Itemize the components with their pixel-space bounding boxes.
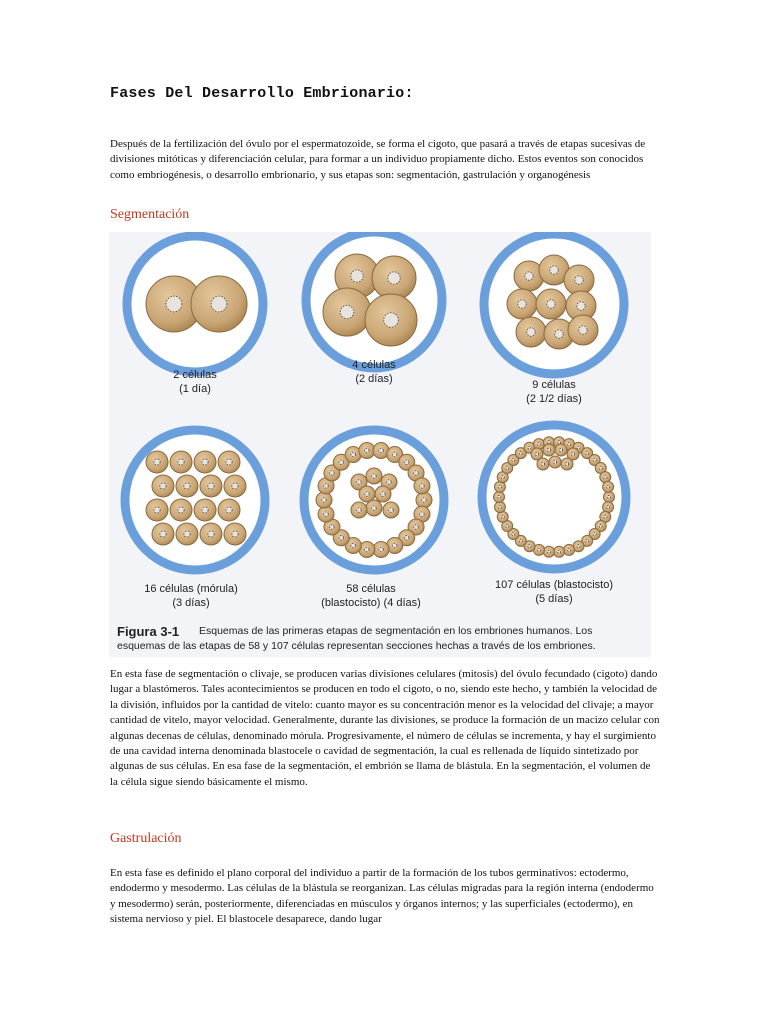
cell-nucleus (184, 531, 190, 537)
cell-nucleus (550, 266, 558, 274)
cell-nucleus (506, 467, 509, 470)
gastrulation-paragraph: En esta fase es definido el plano corporal del individuo a partir de la formación de los tubos germinativos: ectodermo, endodermo y mesodermo. Las células de la blástula se reorganizan. Las células migradas para la región interna (endodermo y mesodermo) serán, posteriormente, diferenciadas en músculos y órganos internos; y las superficiales (ectodermo), en sistema nervioso y piel. El blastocele desaparece, dando lugar (110, 867, 654, 926)
cell-nucleus (577, 545, 580, 548)
cell-nucleus (226, 507, 232, 513)
stage-sublabel: (5 días) (535, 593, 573, 605)
cell-nucleus (535, 452, 538, 455)
cell-nucleus (365, 448, 369, 452)
segmentation-paragraph: En esta fase de segmentación o clivaje, se producen varias divisiones celulares (mitosis) del óvulo fecundado (cigoto) dando lugar a blastómeros. Tales acontecimientos se producen en todo el cigoto, o no, siendo este hecho, y también la velocidad de la división, influidos por la cantidad de vitelo: cuanto mayor es su concentración menor es la velocidad del clivaje; a mayor cantidad de vitelo, mayor velocidad. Generalmente, durante las divisiones, se produce la formación de un macizo celular con algunas decenas de células, denominado mórula. Progresivamente, el número de células se incrementa, y hay el surgimiento de una cavidad interna denominada blastocele o cavidad de segmentación, la cual es rellenada de líquido sintetizado por algunas de sus células. En esa fase de la segmentación, el embrión se llama de blástula. En la segmentación, el volumen de la célula sigue siendo básicamente el mismo. (110, 668, 660, 788)
cell-nucleus (379, 448, 383, 452)
cell-nucleus (519, 452, 522, 455)
cell-nucleus (571, 452, 574, 455)
cell-nucleus (565, 462, 568, 465)
cell-nucleus (414, 525, 418, 529)
cell-nucleus (322, 498, 326, 502)
cell-nucleus (593, 458, 596, 461)
cell-nucleus (568, 443, 571, 446)
cell-nucleus (547, 550, 550, 553)
section-heading-gastrulacion: Gastrulación (110, 831, 182, 846)
figure-caption-label: Figura 3-1 (117, 624, 180, 639)
cell-nucleus (607, 495, 610, 498)
cell-nucleus (420, 512, 424, 516)
cell-nucleus (512, 533, 515, 536)
stage-label: 58 células (346, 583, 396, 595)
cell-nucleus (607, 506, 610, 509)
cell-nucleus (525, 272, 533, 280)
cell-nucleus (178, 459, 184, 465)
stage-sublabel: (2 1/2 días) (526, 393, 582, 405)
cell-nucleus (501, 515, 504, 518)
cell-nucleus (208, 483, 214, 489)
cell-nucleus (518, 300, 526, 308)
cell-nucleus (232, 531, 238, 537)
stage-label: 16 células (mórula) (144, 583, 238, 595)
cell-nucleus (537, 443, 540, 446)
cell-nucleus (528, 446, 531, 449)
cell-nucleus (226, 459, 232, 465)
cell-nucleus (154, 507, 160, 513)
zona-pellucida-ring (125, 430, 265, 570)
stage-sublabel: (1 día) (179, 383, 211, 395)
document-title: Fases Del Desarrollo Embrionario: (110, 85, 414, 102)
cell-nucleus (357, 480, 361, 484)
cell-nucleus (555, 330, 563, 338)
cell-nucleus (324, 512, 328, 516)
cell-nucleus (420, 484, 424, 488)
cell-nucleus (372, 506, 376, 510)
cell-nucleus (384, 313, 399, 328)
cell-nucleus (387, 480, 391, 484)
cell-nucleus (388, 272, 400, 284)
cell-nucleus (541, 462, 544, 465)
cell-nucleus (599, 524, 602, 527)
figure-caption-line2: esquemas de las etapas de 58 y 107 células representan secciones hechas a través de los embriones. (117, 640, 596, 652)
cell-nucleus (422, 498, 426, 502)
cell-nucleus (498, 485, 501, 488)
cell-nucleus (519, 539, 522, 542)
cell-nucleus (339, 536, 343, 540)
cell-nucleus (577, 302, 585, 310)
cell-nucleus (211, 296, 227, 312)
cell-nucleus (599, 467, 602, 470)
cell-nucleus (553, 460, 556, 463)
cell-nucleus (381, 492, 385, 496)
cell-nucleus (559, 448, 562, 451)
cell-nucleus (414, 471, 418, 475)
cell-nucleus (568, 548, 571, 551)
cell-nucleus (379, 547, 383, 551)
section-heading-segmentacion: Segmentación (110, 207, 190, 222)
cell-nucleus (547, 448, 550, 451)
cell-nucleus (579, 326, 587, 334)
cell-nucleus (357, 508, 361, 512)
cell-nucleus (528, 545, 531, 548)
stage-sublabel: (3 días) (172, 597, 210, 609)
stage-label: 4 células (352, 359, 396, 371)
cell-nucleus (405, 536, 409, 540)
cell-nucleus (324, 484, 328, 488)
cell-nucleus (607, 485, 610, 488)
cell-nucleus (340, 305, 353, 318)
cell-nucleus (527, 328, 535, 336)
cell-nucleus (604, 476, 607, 479)
cell-nucleus (339, 460, 343, 464)
cell-nucleus (586, 452, 589, 455)
cell-nucleus (202, 459, 208, 465)
cell-nucleus (351, 270, 363, 282)
cell-nucleus (393, 543, 397, 547)
figure-caption-line1: Esquemas de las primeras etapas de segmentación en los embriones humanos. Los (199, 625, 593, 637)
cell-nucleus (537, 548, 540, 551)
cell-nucleus (547, 441, 550, 444)
cell-nucleus (506, 524, 509, 527)
cell-nucleus (389, 508, 393, 512)
cell-nucleus (501, 476, 504, 479)
stage-sublabel: (2 días) (355, 373, 393, 385)
intro-paragraph: Después de la fertilización del óvulo por el espermatozoide, se forma el cigoto, que pasará a través de etapas sucesivas de divisiones mitóticas y diferenciación celular, para formar a un individuo propiamente dicho. Estos eventos son conocidos como embriogénesis, o desarrollo embrionario, y sus etapas son: segmentación, gastrulación y organogénesis (110, 138, 646, 181)
cell-nucleus (202, 507, 208, 513)
cell-nucleus (178, 507, 184, 513)
cell-nucleus (365, 492, 369, 496)
cell-nucleus (351, 543, 355, 547)
cell-nucleus (160, 531, 166, 537)
stage-label: 2 células (173, 369, 217, 381)
cell-nucleus (330, 525, 334, 529)
cell-nucleus (330, 471, 334, 475)
cell-nucleus (351, 452, 355, 456)
cell-nucleus (498, 506, 501, 509)
cell-nucleus (393, 452, 397, 456)
cell-nucleus (497, 495, 500, 498)
cell-nucleus (593, 533, 596, 536)
cell-nucleus (604, 515, 607, 518)
stage-label: 9 células (532, 379, 576, 391)
cell-nucleus (160, 483, 166, 489)
cell-nucleus (547, 300, 555, 308)
cell-nucleus (365, 547, 369, 551)
cell-nucleus (558, 550, 561, 553)
cell-nucleus (575, 276, 583, 284)
cell-nucleus (512, 458, 515, 461)
segmentation-figure (109, 232, 651, 657)
stage-sublabel: (blastocisto) (4 días) (321, 597, 421, 609)
cell-nucleus (208, 531, 214, 537)
stage-label: 107 células (blastocisto) (494, 579, 614, 591)
cell-nucleus (558, 441, 561, 444)
cell-nucleus (184, 483, 190, 489)
cell-nucleus (577, 446, 580, 449)
cell-nucleus (232, 483, 238, 489)
cell-nucleus (372, 474, 376, 478)
cell-nucleus (154, 459, 160, 465)
cell-nucleus (166, 296, 182, 312)
cell-nucleus (586, 539, 589, 542)
cell-nucleus (405, 460, 409, 464)
